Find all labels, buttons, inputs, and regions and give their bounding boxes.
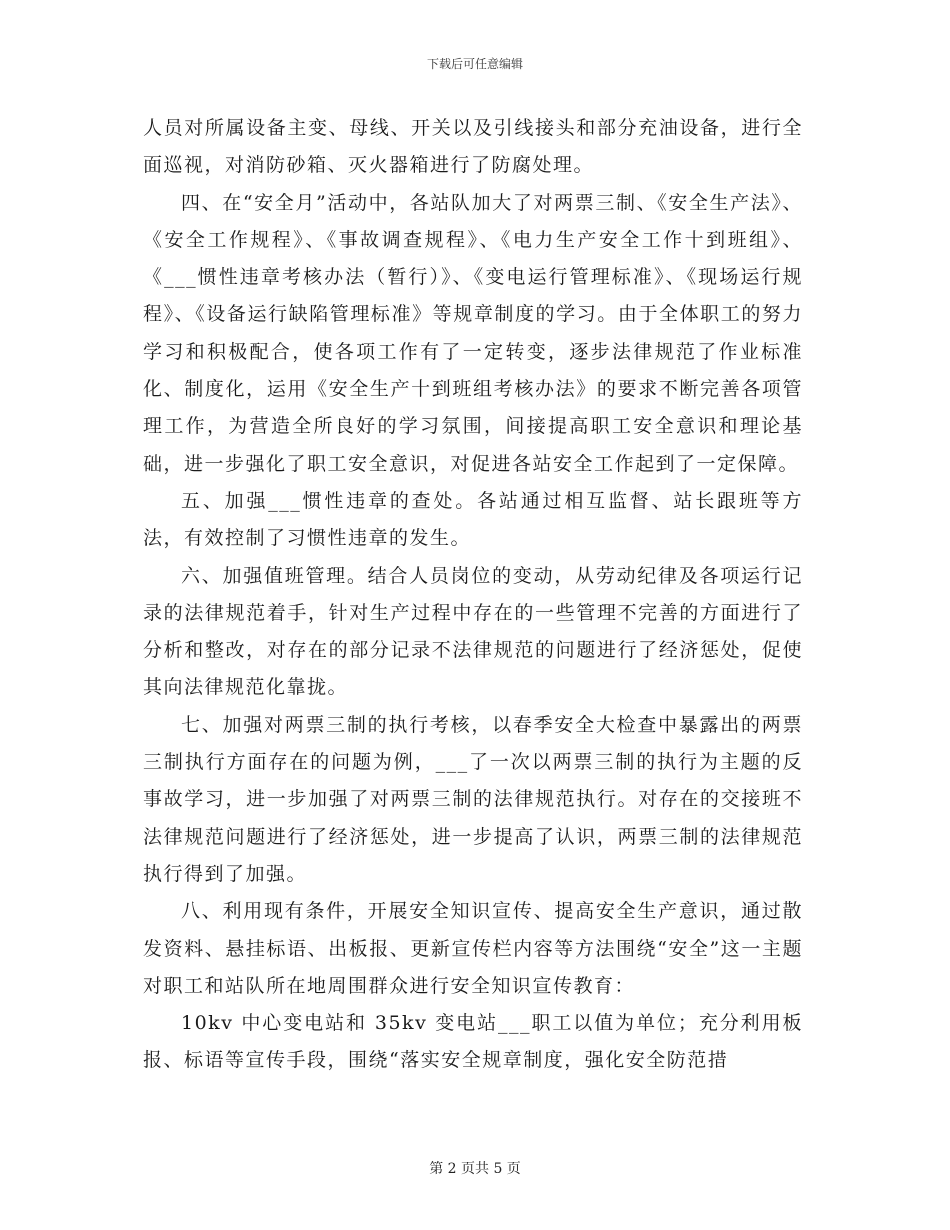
paragraph-6: 八、利用现有条件，开展安全知识宣传、提高安全生产意识，通过散发资料、悬挂标语、出板报、更新宣传栏内容等方法围绕“安全”这一主题对职工和站队所在地周围群众进行安全知识宣传教育： — [143, 900, 803, 997]
page-number-footer: 第 2 页共 5 页 — [429, 1161, 521, 1177]
paragraph-1: 人员对所属设备主变、母线、开关以及引线接头和部分充油设备，进行全面巡视，对消防砂箱、灭火器箱进行了防腐处理。 — [143, 117, 803, 177]
paragraph-4: 六、加强值班管理。结合人员岗位的变动，从劳动纪律及各项运行记录的法律规范着手，针对生产过程中存在的一些管理不完善的方面进行了分析和整改，对存在的部分记录不法律规范的问题进行了经济惩处，促使其向法律规范化靠拢。 — [143, 564, 803, 699]
paragraph-3: 五、加强___惯性违章的查处。各站通过相互监督、站长跟班等方法，有效控制了习惯性违章的发生。 — [143, 489, 803, 550]
document-body — [143, 110, 803, 1080]
paragraph-7: 10kv 中心变电站和 35kv 变电站___职工以值为单位；充分利用板报、标语等宣传手段，围绕“落实安全规章制度，强化安全防范措 — [143, 1012, 803, 1072]
paragraph-5: 七、加强对两票三制的执行考核，以春季安全大检查中暴露出的两票三制执行方面存在的问题为例，___了一次以两票三制的执行为主题的反事故学习，进一步加强了对两票三制的法律规范执行。对存在的交接班不法律规范问题进行了经济惩处，进一步提高了认识，两票三制的法律规范执行得到了加强。 — [143, 713, 803, 885]
page-header: 下载后可任意编辑 — [426, 57, 523, 71]
paragraph-2: 四、在“安全月”活动中，各站队加大了对两票三制、《安全生产法》、《安全工作规程》、《事故调查规程》、《电力生产安全工作十到班组》、《___惯性违章考核办法（暂行）》、《变电运行管理标准》、《现场运行规程》、《设备运行缺陷管理标准》等规章制度的学习。由于全体职工的努力学习和积极配合，使各项工作有了一定转变，逐步法律规范了作业标准化、制度化，运用《安全生产十到班组考核办法》的要求不断完善各项管理工作，为营造全所良好的学习氛围，间接提高职工安全意识和理论基础，进一步强化了职工安全意识，对促进各站安全工作起到了一定保障。 — [143, 191, 803, 475]
